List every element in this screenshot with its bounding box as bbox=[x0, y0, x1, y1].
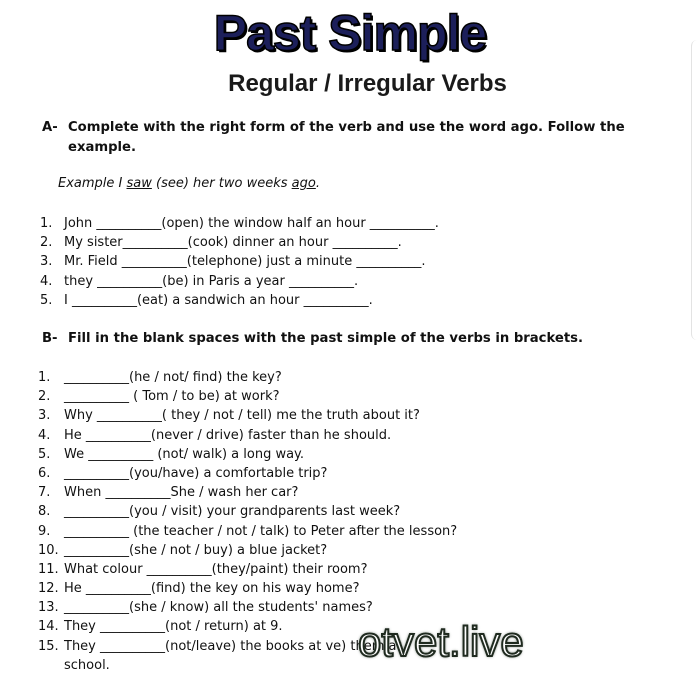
list-item bbox=[40, 252, 439, 271]
item-text: __________(she / know) all the students' names? bbox=[64, 600, 373, 616]
page-edge-shadow bbox=[691, 40, 698, 340]
item-number: 4. bbox=[40, 273, 53, 289]
item-number: 1. bbox=[40, 216, 53, 231]
section-b-instruction-text: Fill in the blank spaces with the past simple of the verbs in brackets. bbox=[68, 331, 584, 346]
item-text: __________(you/have) a comfortable trip? bbox=[64, 465, 328, 481]
item-number: 9. bbox=[38, 523, 51, 539]
item-number: 7. bbox=[38, 485, 51, 501]
item-number: 4. bbox=[38, 427, 51, 443]
section-a-instruction-line2: example. bbox=[68, 140, 137, 155]
section-a-instruction-line1: Complete with the right form of the verb and use the word ago. Follow the bbox=[68, 120, 625, 135]
item-text: When __________She / wash her car? bbox=[64, 485, 299, 501]
list-item bbox=[38, 445, 457, 464]
item-number: 2. bbox=[38, 389, 51, 405]
item-text: Mr. Field __________(telephone) just a minute __________. bbox=[64, 254, 426, 270]
item-text: __________(you / visit) your grandparents last week? bbox=[64, 504, 401, 520]
list-item bbox=[38, 426, 457, 445]
watermark-logo: otvet.live bbox=[358, 618, 524, 665]
item-number: 6. bbox=[38, 465, 51, 481]
list-item bbox=[38, 406, 457, 425]
list-item bbox=[38, 368, 457, 387]
item-text: He __________(never / drive) faster than he should. bbox=[64, 427, 392, 443]
item-text: __________ ( Tom / to be) at work? bbox=[64, 389, 280, 405]
item-number: 10. bbox=[38, 542, 59, 558]
item-text: He __________(find) the key on his way home? bbox=[64, 581, 360, 597]
item-number: 5. bbox=[40, 292, 53, 308]
list-item bbox=[40, 214, 439, 233]
section-b-label: B- bbox=[42, 331, 58, 346]
item-text: What colour __________(they/paint) their room? bbox=[64, 561, 368, 577]
page-title: Past Simple bbox=[213, 5, 487, 61]
page-subtitle: Regular / Irregular Verbs bbox=[228, 70, 507, 97]
list-item bbox=[38, 560, 457, 579]
list-item bbox=[38, 541, 457, 560]
item-text-continuation: school. bbox=[64, 657, 110, 673]
item-text: __________ (the teacher / not / talk) to Peter after the lesson? bbox=[64, 523, 458, 539]
item-text: They __________(not / return) at 9. bbox=[64, 619, 283, 635]
item-text: I __________(eat) a sandwich an hour __________. bbox=[64, 292, 373, 308]
list-item bbox=[40, 272, 439, 291]
item-number: 11. bbox=[38, 561, 59, 577]
example-prefix: Example I bbox=[58, 176, 127, 191]
list-item bbox=[38, 483, 457, 502]
item-number: 15. bbox=[38, 638, 59, 654]
list-item bbox=[38, 598, 457, 617]
list-item bbox=[38, 502, 457, 521]
item-text: Why __________( they / not / tell) me the truth about it? bbox=[64, 408, 420, 424]
item-number: 12. bbox=[38, 581, 59, 597]
list-item bbox=[38, 464, 457, 483]
item-text: __________(she / not / buy) a blue jacket? bbox=[64, 542, 328, 558]
item-text: __________(he / not/ find) the key? bbox=[64, 370, 282, 385]
example-word-saw: saw bbox=[126, 176, 152, 191]
item-text: they __________(be) in Paris a year __________. bbox=[64, 273, 359, 289]
item-number: 5. bbox=[38, 446, 51, 462]
item-number: 2. bbox=[40, 235, 53, 251]
section-a-example bbox=[58, 176, 320, 191]
list-item bbox=[38, 522, 457, 541]
item-text: John __________(open) the window half an hour __________. bbox=[64, 216, 439, 231]
example-suffix: . bbox=[315, 176, 320, 191]
section-a-instruction bbox=[42, 118, 625, 158]
item-number: 14. bbox=[38, 619, 59, 635]
example-word-ago: ago bbox=[291, 176, 316, 191]
item-text: My sister__________(cook) dinner an hour __________. bbox=[64, 235, 402, 251]
list-item bbox=[40, 233, 439, 252]
example-middle: (see) her two weeks bbox=[151, 176, 292, 191]
item-text: They __________(not/leave) the books at ve) them at bbox=[64, 638, 402, 654]
item-number: 1. bbox=[38, 370, 51, 385]
item-text: We __________ (not/ walk) a long way. bbox=[64, 446, 305, 462]
list-item bbox=[40, 291, 439, 310]
section-a-list bbox=[40, 214, 439, 310]
item-number: 8. bbox=[38, 504, 51, 520]
section-b-instruction bbox=[42, 329, 583, 349]
item-number: 13. bbox=[38, 600, 59, 616]
section-a-label: A- bbox=[42, 120, 58, 135]
item-number: 3. bbox=[38, 408, 51, 424]
item-number: 3. bbox=[40, 254, 53, 270]
list-item bbox=[38, 387, 457, 406]
list-item bbox=[38, 579, 457, 598]
